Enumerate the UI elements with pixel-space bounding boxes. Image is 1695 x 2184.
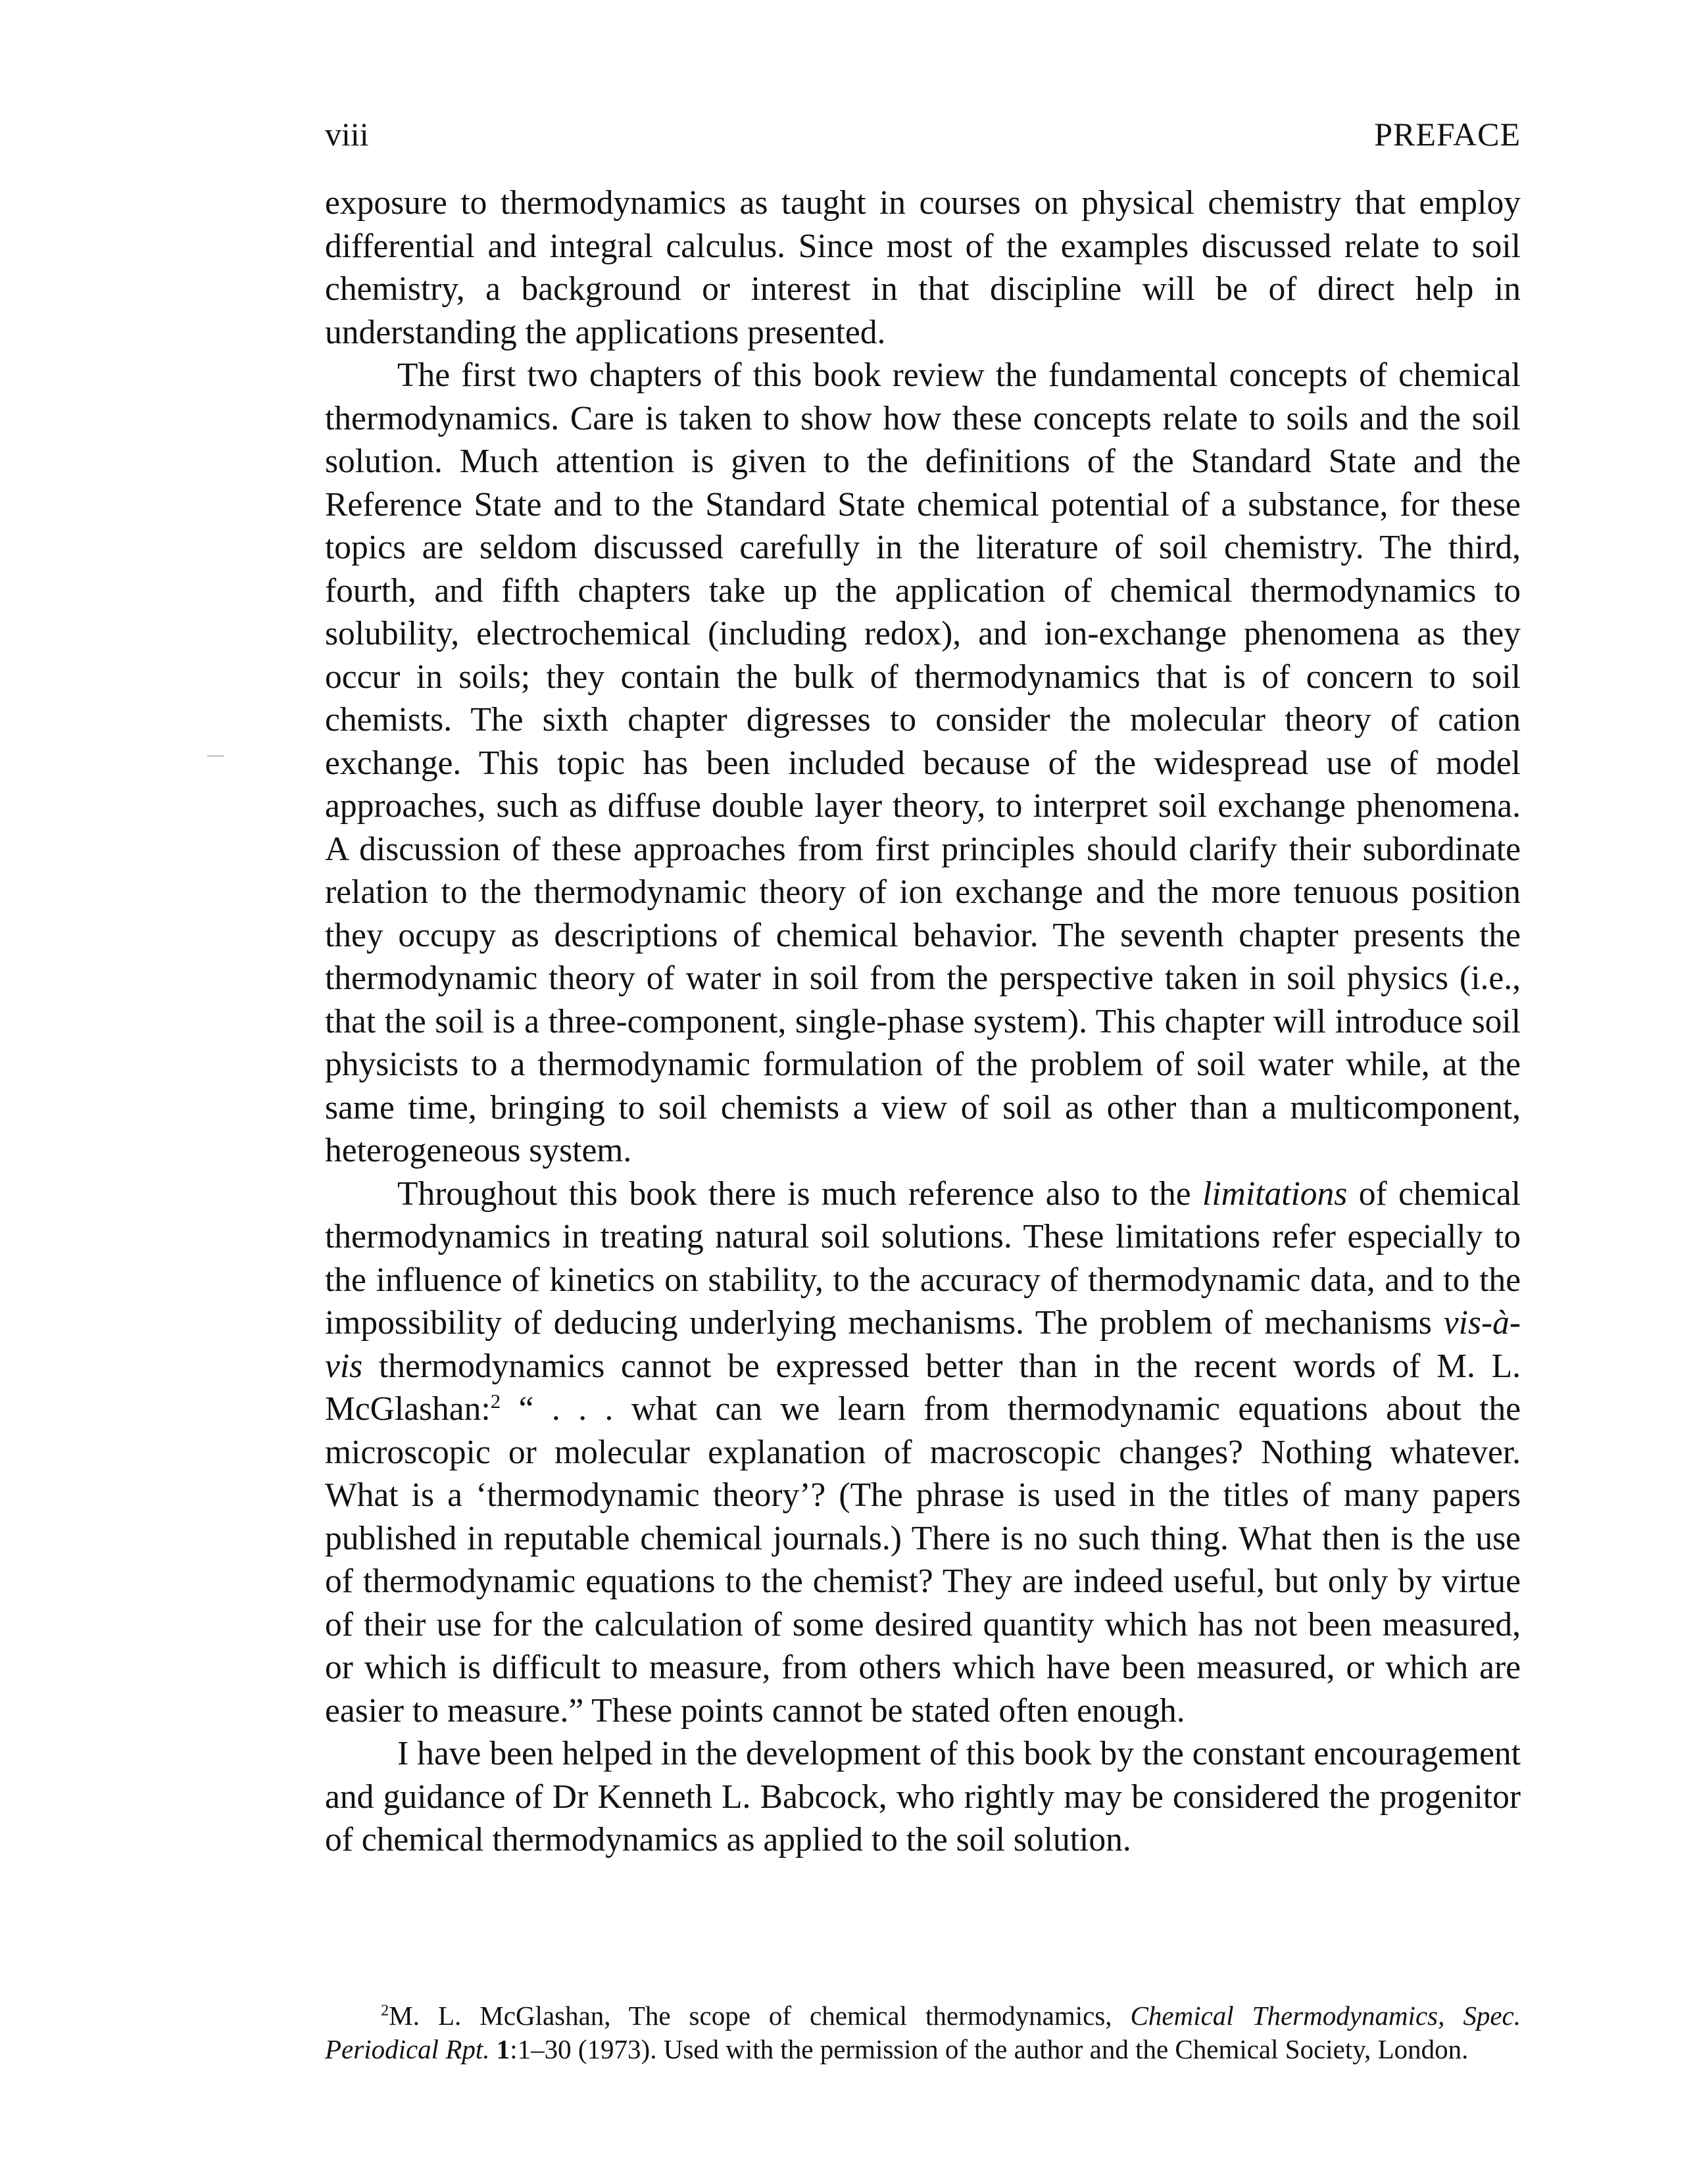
footnote-text [325, 1999, 1521, 2066]
emphasis-vis-a-vis: vis-à-vis [325, 1304, 1521, 1385]
emphasis-limitations: limitations [1202, 1175, 1348, 1213]
footnote-part-c: :1–30 (1973). Used with the permission of the author and the Chemical Society, London. [510, 2034, 1469, 2064]
footnote-part-a: M. L. McGlashan, The scope of chemical thermodynamics, [389, 2001, 1131, 2031]
paragraph-3 [325, 1173, 1521, 1733]
footnote-marker: 2 [381, 2001, 389, 2020]
paragraph-3-part-b: of chemical thermodynamics in treating natural soil solutions. These limitations refer especially to the influence of kinetics on stability, to the accuracy of thermodynamic data, and to the impossibility of deducing underlying mechanisms. The problem of mechanisms [325, 1175, 1521, 1342]
paragraph-4: I have been helped in the development of this book by the constant encouragement and guidance of Dr Kenneth L. Babcock, who rightly may be considered the progenitor of chemical thermodynamics as applied to the soil solution. [325, 1735, 1521, 1858]
paragraph-3-part-c: thermodynamics cannot be expressed better than in the recent words of M. L. McGlashan: [325, 1347, 1521, 1428]
preface-body [325, 182, 1521, 1862]
page-number: viii [325, 116, 369, 153]
paragraph-1: exposure to thermodynamics as taught in courses on physical chemistry that employ differential and integral calculus. Since most of the examples discussed relate to soil chemistry, a background or interest in that discipline will be of direct help in understanding the applications presented. [325, 184, 1521, 351]
running-head: PREFACE [1374, 116, 1521, 153]
paragraph-3-part-a: Throughout this book there is much reference also to the [397, 1175, 1203, 1213]
footnote-journal-title: Chemical Thermodynamics, Spec. Periodical Rpt. [325, 2001, 1521, 2064]
footnote [325, 1999, 1521, 2066]
footnote-volume: 1 [496, 2034, 510, 2064]
paragraph-2: The first two chapters of this book review the fundamental concepts of chemical thermodynamics. Care is taken to show how these concepts relate to soils and the soil solution. Much attention is given to the definitions of the Standard State and the Reference State and to the Standard State chemical potential of a substance, for these topics are seldom discussed carefully in the literature of soil chemistry. The third, fourth, and fifth chapters take up the application of chemical thermodynamics to solubility, electrochemical (including redox), and ion-exchange phenomena as they occur in soils; they contain the bulk of thermodynamics that is of concern to soil chemists. The sixth chapter digresses to consider the molecular theory of cation exchange. This topic has been included because of the widespread use of model approaches, such as diffuse double layer theory, to interpret soil exchange phenomena. A discussion of these approaches from first principles should clarify their subordinate relation to the thermodynamic theory of ion exchange and the more tenuous position they occupy as descriptions of chemical behavior. The seventh chapter presents the thermodynamic theory of water in soil from the perspective taken in soil physics (i.e., that the soil is a three-component, single-phase system). This chapter will introduce soil physicists to a thermodynamic formulation of the problem of soil water while, at the same time, bringing to soil chemists a view of soil as other than a multicomponent, heterogeneous system. [325, 356, 1521, 1169]
paragraph-3-part-d: “ . . . what can we learn from thermodynamic equations about the microscopic or molecular explanation of macroscopic changes? Nothing whatever. What is a ‘thermodynamic theory’? (The phrase is used in the titles of many papers published in reputable chemical journals.) There is no such thing. What then is the use of thermodynamic equations to the chemist? They are indeed useful, but only by virtue of their use for the calculation of some desired quantity which has not been measured, or which is difficult to measure, from others which have been measured, or which are easier to measure.” These points cannot be stated often enough. [325, 1390, 1521, 1730]
page-header [325, 113, 1521, 155]
margin-mark [207, 755, 224, 757]
footnote-reference: 2 [490, 1389, 501, 1413]
footnote-part-b [490, 2034, 497, 2064]
